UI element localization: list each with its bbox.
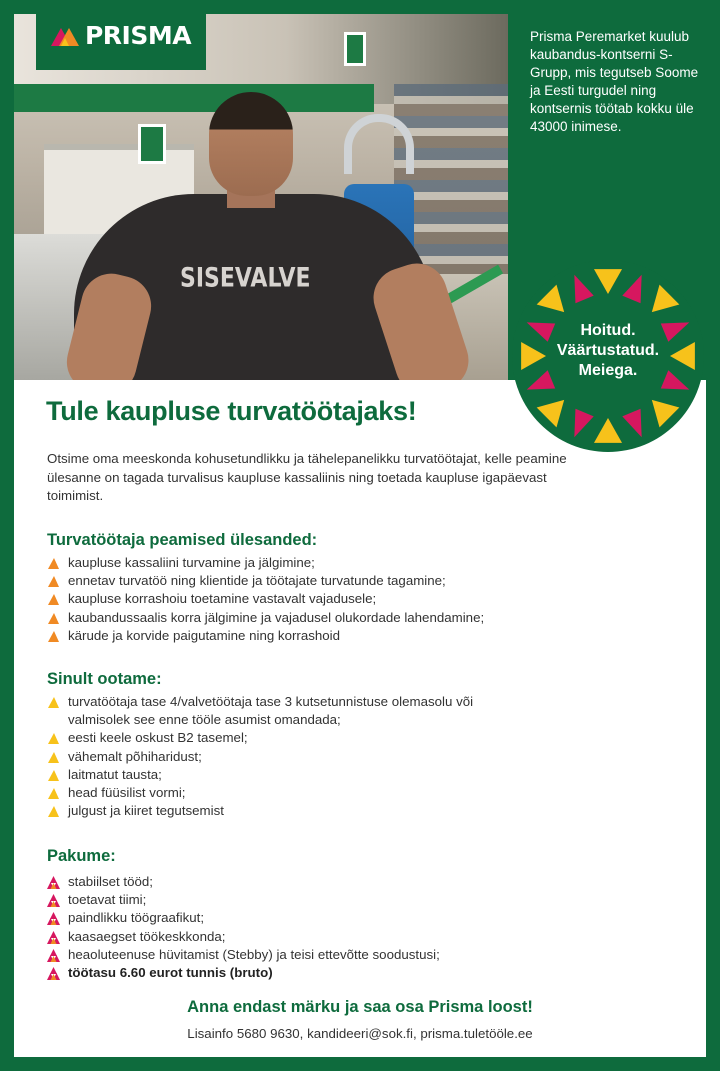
list-item	[47, 609, 607, 627]
page-title: Tule kaupluse turvatöötajaks!	[46, 396, 417, 426]
list-item	[47, 590, 607, 608]
prisma-logo-icon	[51, 24, 79, 46]
triangle-cluster-bullet-icon	[47, 949, 60, 962]
list-item-text: töötasu 6.60 eurot tunnis (bruto)	[68, 965, 273, 981]
badge-line-1: Hoitud.	[580, 322, 636, 339]
triangle-bullet-icon	[47, 769, 60, 782]
offer-heading: Pakume:	[47, 847, 116, 865]
triangle-cluster-bullet-icon	[47, 967, 60, 980]
list-item-text: paindlikku töögraafikut;	[68, 910, 205, 926]
triangle-cluster-bullet-icon	[47, 912, 60, 925]
triangle-bullet-icon	[47, 696, 60, 709]
triangle-bullet-icon	[47, 593, 60, 606]
list-item-text: kärude ja korvide paigutamine ning korrashoid	[68, 627, 341, 643]
triangle-bullet-icon	[47, 787, 60, 800]
triangle-bullet-icon	[47, 751, 60, 764]
list-item-text: heaoluteenuse hüvitamist (Stebby) ja teisi ettevõtte soodustusi;	[68, 946, 440, 962]
logo-text: PRISMA	[84, 20, 192, 50]
triangle-bullet-icon	[47, 805, 60, 818]
list-item-text: vähemalt põhiharidust;	[68, 748, 202, 764]
list-item	[47, 946, 607, 964]
triangle-cluster-bullet-icon	[47, 876, 60, 889]
list-item	[47, 554, 607, 572]
list-item-text: kaasaegset töökeskkonda;	[68, 928, 226, 944]
shirt-label: SISEVALVE	[180, 263, 311, 294]
list-item	[47, 964, 607, 982]
badge-line-2: Väärtustatud.	[556, 342, 660, 359]
prisma-logo	[36, 0, 206, 70]
tasks-heading: Turvatöötaja peamised ülesanded:	[47, 531, 318, 549]
list-item-text: kaupluse korrashoiu toetamine vastavalt vajadusele;	[68, 591, 377, 607]
list-item	[47, 572, 607, 590]
list-item-text: head füüsilist vormi;	[68, 785, 186, 801]
list-item	[47, 909, 607, 927]
triangle-bullet-icon	[47, 612, 60, 625]
list-item-text: kaubandussaalis korra jälgimine ja vajadusel olukordade lahendamine;	[68, 609, 485, 625]
contact-info: Lisainfo 5680 9630, kandideeri@sok.fi, prisma.tuletööle.ee	[187, 1026, 533, 1041]
list-item	[47, 802, 487, 820]
list-item	[47, 748, 487, 766]
expect-heading: Sinult ootame:	[47, 670, 162, 688]
triangle-cluster-bullet-icon	[47, 894, 60, 907]
badge-line-3: Meiega.	[578, 362, 638, 379]
triangle-bullet-icon	[47, 630, 60, 643]
company-description: Prisma Peremarket kuulub kaubandus-kontserni S-Grupp, mis tegutseb Soome ja Eesti turgudel ning kontsernis töötab kokku üle 43000 inimese.	[530, 29, 699, 134]
list-item	[47, 693, 487, 729]
call-to-action: Anna endast märku ja saa osa Prisma loost!	[187, 998, 533, 1016]
list-item	[47, 928, 607, 946]
list-item-text: toetavat tiimi;	[68, 892, 147, 908]
list-item-text: laitmatut tausta;	[68, 766, 162, 782]
list-item	[47, 766, 487, 784]
intro-text: Otsime oma meeskonda kohusetundlikku ja tähelepanelikku turvatöötajat, kelle peamine ülesanne on tagada turvalisus kaupluse kassaliinis ning toetada kaupluse igapäevast toimimist.	[47, 451, 567, 503]
tasks-list	[47, 554, 607, 645]
list-item	[47, 627, 607, 645]
list-item-text: turvatöötaja tase 4/valvetöötaja tase 3 kutsetunnistuse olemasolu või valmisolek see enne tööle asumist omandada;	[68, 694, 474, 728]
list-item-text: stabiilset tööd;	[68, 874, 154, 889]
list-item	[47, 784, 487, 802]
triangle-bullet-icon	[47, 575, 60, 588]
badge-slogan	[508, 321, 708, 381]
list-item-text: julgust ja kiiret tegutsemist	[68, 803, 224, 819]
list-item-text: eesti keele oskust B2 tasemel;	[68, 730, 248, 746]
expect-list	[47, 693, 487, 820]
list-item	[47, 891, 607, 909]
list-item	[47, 729, 487, 747]
triangle-bullet-icon	[47, 557, 60, 570]
list-item	[47, 873, 607, 891]
triangle-cluster-bullet-icon	[47, 931, 60, 944]
triangle-bullet-icon	[47, 732, 60, 745]
list-item-text: ennetav turvatöö ning klientide ja töötajate turvatunde tagamine;	[68, 573, 446, 589]
offer-list	[47, 873, 607, 982]
list-item-text: kaupluse kassaliini turvamine ja jälgimine;	[68, 555, 315, 570]
